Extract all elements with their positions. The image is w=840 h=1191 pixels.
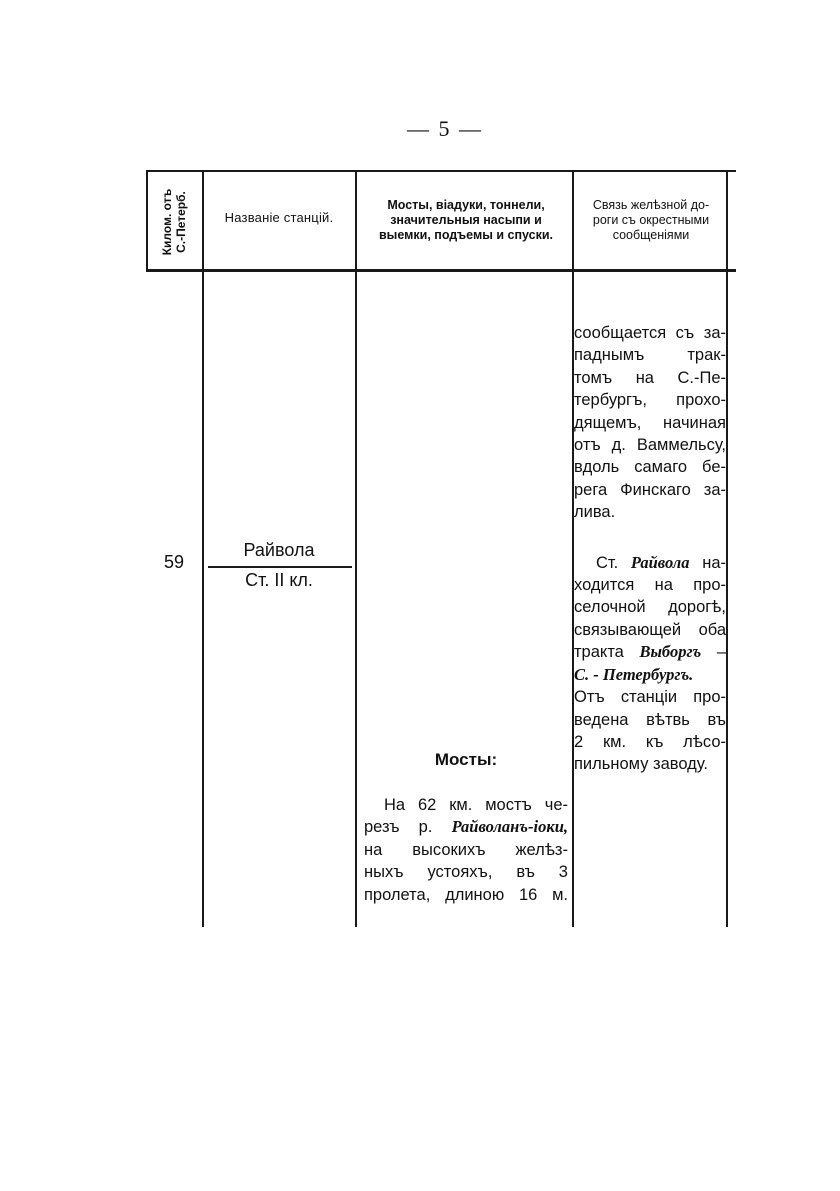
links-line: [574, 552, 726, 574]
km-value: 59: [163, 552, 185, 572]
place-name-spb: С. - Петербургъ.: [574, 664, 694, 684]
river-name: Райволанъ-іоки,: [451, 817, 568, 837]
links-line: лива.: [574, 503, 616, 522]
links-line: рега Финскаго за-: [574, 480, 726, 499]
links-line: Отъ станціи про-: [574, 688, 726, 707]
links-paragraph-2: [574, 552, 726, 776]
links-line: дящемъ, начиная: [574, 413, 726, 432]
links-line: отъ д. Ваммельсу,: [574, 436, 726, 455]
links-line: тербургъ, прохо-: [574, 391, 726, 410]
place-name-vyborg: Выборгъ: [639, 642, 702, 662]
links-text-fragment: –: [701, 643, 727, 662]
place-name-raivola: Райвола: [630, 552, 690, 572]
links-text: [574, 322, 726, 776]
bridges-text: [364, 794, 568, 906]
column-divider-1: [202, 171, 204, 927]
links-line: паднымъ трак-: [574, 346, 726, 365]
links-line: связывающей оба: [574, 620, 726, 639]
links-paragraph-1: [574, 322, 726, 524]
links-line: ходится на про-: [574, 576, 726, 595]
links-line: 2 км. къ лѣсо-: [574, 732, 726, 751]
links-text-fragment: на-: [689, 553, 726, 572]
header-km: [146, 176, 202, 268]
links-text-fragment: тракта: [574, 643, 640, 662]
bridges-text-fragment: резъ р.: [364, 818, 452, 837]
bridges-line: [364, 816, 568, 838]
table-header-rule: [146, 269, 736, 272]
column-divider-2: [355, 171, 357, 927]
table-top-rule: [146, 170, 736, 172]
header-bridges: Мосты, віадуки, тоннели, значительныя насыпи и выемки, подъемы и спуски.: [378, 198, 554, 242]
station-rule: [208, 566, 352, 568]
header-station: Названіе станцій.: [224, 210, 334, 225]
bridges-title: Мосты:: [434, 750, 498, 769]
links-line: пильному заводу.: [574, 755, 708, 774]
station-name: Райвола: [243, 540, 315, 560]
links-text-fragment: Ст.: [596, 553, 631, 572]
bridges-line: На 62 км. мостъ че-: [384, 796, 568, 814]
links-line: сообщается съ за-: [574, 324, 726, 342]
links-line: [574, 664, 726, 686]
links-line: селочной дорогѣ,: [574, 598, 726, 617]
station-class: Ст. II кл.: [245, 570, 313, 590]
header-links: Связь желѣзной до- роги съ окрестными сообщеніями: [592, 198, 710, 242]
bridges-line: пролета, длиною 16 м.: [364, 885, 568, 904]
links-line: ведена вѣтвь въ: [574, 710, 726, 729]
links-line: вдоль самаго бе-: [574, 458, 726, 477]
bridges-line: ныхъ устояхъ, въ 3: [364, 863, 568, 882]
header-km-label: Килом. отъ С.-Петерб.: [160, 188, 188, 256]
page-number: — 5 —: [407, 116, 483, 141]
links-line: [574, 641, 726, 663]
bridges-line: на высокихъ желѣз-: [364, 840, 568, 859]
column-divider-right: [726, 171, 728, 927]
links-line: томъ на С.-Пе-: [574, 368, 726, 387]
